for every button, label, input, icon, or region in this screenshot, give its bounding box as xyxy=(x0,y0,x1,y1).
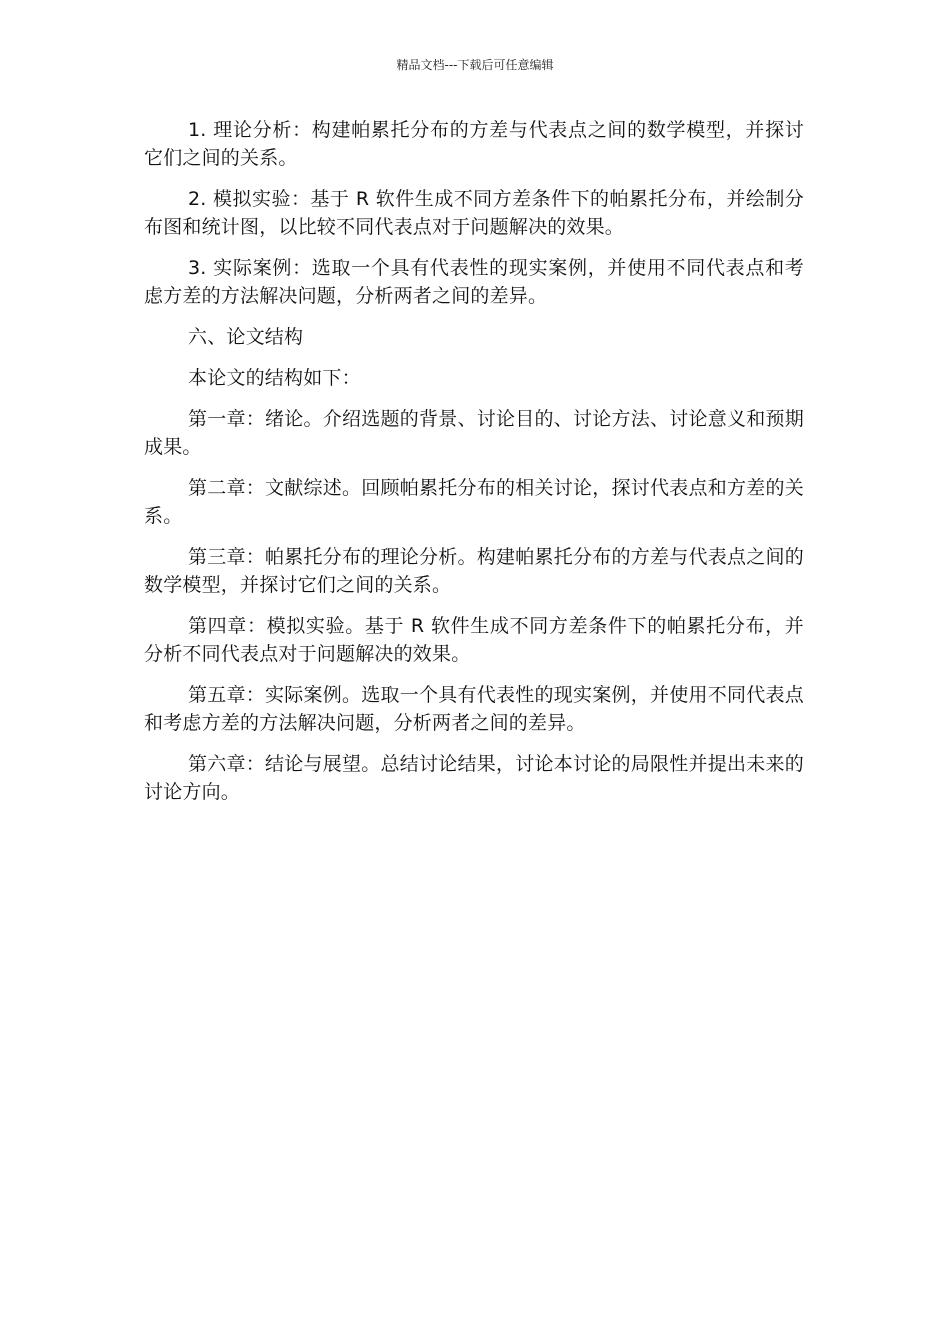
paragraph-method-case: 3. 实际案例：选取一个具有代表性的现实案例，并使用不同代表点和考虑方差的方法解决问题，分析两者之间的差异。 xyxy=(144,257,804,307)
paragraph-chapter-5: 第五章：实际案例。选取一个具有代表性的现实案例，并使用不同代表点和考虑方差的方法解决问题，分析两者之间的差异。 xyxy=(144,684,804,734)
paragraph-chapter-6: 第六章：结论与展望。总结讨论结果，讨论本讨论的局限性并提出未来的讨论方向。 xyxy=(144,753,804,803)
section-heading-structure: 六、论文结构 xyxy=(188,326,304,348)
paragraph-chapter-3: 第三章：帕累托分布的理论分析。构建帕累托分布的方差与代表点之间的数学模型，并探讨它们之间的关系。 xyxy=(144,546,804,596)
paragraph-method-theory: 1. 理论分析：构建帕累托分布的方差与代表点之间的数学模型，并探讨它们之间的关系。 xyxy=(144,119,804,169)
paragraph-method-simulation: 2. 模拟实验：基于 R 软件生成不同方差条件下的帕累托分布，并绘制分布图和统计图，以比较不同代表点对于问题解决的效果。 xyxy=(144,188,804,238)
document-body xyxy=(144,116,804,819)
paragraph-chapter-4: 第四章：模拟实验。基于 R 软件生成不同方差条件下的帕累托分布，并分析不同代表点对于问题解决的效果。 xyxy=(144,615,804,665)
paragraph-structure-intro: 本论文的结构如下： xyxy=(188,367,361,389)
page-header: 精品文档---下载后可任意编辑 xyxy=(396,58,554,72)
paragraph-chapter-1: 第一章：绪论。介绍选题的背景、讨论目的、讨论方法、讨论意义和预期成果。 xyxy=(144,408,804,458)
paragraph-chapter-2: 第二章：文献综述。回顾帕累托分布的相关讨论，探讨代表点和方差的关系。 xyxy=(144,477,804,527)
